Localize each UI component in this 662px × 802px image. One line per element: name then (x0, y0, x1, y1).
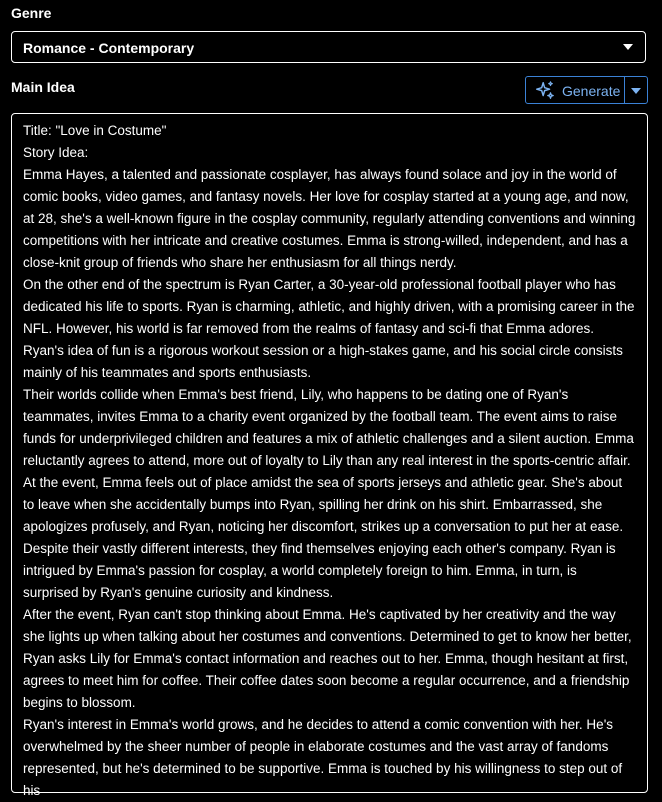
story-line: Their worlds collide when Emma's best friend, Lily, who happens to be dating one of Ryan's teammates, invites Emma to a charity event organized by the football team. The event aims to raise funds for underprivileged children and features a mix of athletic challenges and a silent auction. Emma reluctantly agrees to attend, more out of loyalty to Lily than any real interest in the sports-centric affair. (23, 387, 634, 468)
story-line: At the event, Emma feels out of place amidst the sea of sports jerseys and athletic gear. She's about to leave when she accidentally bumps into Ryan, spilling her drink on his shirt. Embarrassed, she apologizes profusely, and Ryan, noticing her discomfort, strikes up a conversation to put her at ease. Despite their vastly different interests, they find themselves enjoying each other's company. Ryan is intrigued by Emma's passion for cosplay, a world completely foreign to him. Emma, in turn, is surprised by Ryan's genuine curiosity and kindness. (23, 475, 624, 600)
main-idea-textarea[interactable] (11, 113, 648, 798)
story-line: On the other end of the spectrum is Ryan Carter, a 30-year-old professional football player who has dedicated his life to sports. Ryan is charming, athletic, and highly driven, with a promising career in the NFL. However, his world is far removed from the realms of fantasy and sci-fi that Emma adores. Ryan's idea of fun is a rigorous workout session or a high-stakes game, and his social circle consists mainly of his teammates and sports enthusiasts. (23, 277, 635, 380)
generate-button[interactable] (526, 77, 624, 103)
story-line: After the event, Ryan can't stop thinking about Emma. He's captivated by her creativity and the way she lights up when talking about her costumes and conventions. Determined to get to know her better, Ryan asks Lily for Emma's contact information and reaches out to her. Emma, though hesitant at first, agrees to meet him for coffee. Their coffee dates soon become a regular occurrence, and a friendship begins to blossom. (23, 607, 632, 710)
sparkles-icon (534, 80, 556, 102)
genre-selected-value: Romance - Contemporary (23, 40, 195, 56)
main-idea-label: Main Idea (11, 79, 75, 95)
generate-options-toggle[interactable] (625, 77, 647, 103)
genre-select[interactable] (11, 31, 646, 63)
chevron-down-icon (623, 44, 633, 50)
story-line: Emma Hayes, a talented and passionate cosplayer, has always found solace and joy in the world of comic books, video games, and fantasy novels. Her love for cosplay started at a young age, and now, at 28, she's a well-known figure in the cosplay community, regularly attending conventions and winning competitions with her intricate and creative costumes. Emma is strong-willed, independent, and has a close-knit group of friends who share her enthusiasm for all things nerdy. (23, 167, 636, 270)
story-line: Title: "Love in Costume" (23, 123, 167, 138)
genre-label: Genre (11, 5, 52, 21)
chevron-down-icon (631, 88, 641, 94)
story-line: Story Idea: (23, 145, 89, 160)
story-line: Ryan's interest in Emma's world grows, and he decides to attend a comic convention with her. He's overwhelmed by the sheer number of people in elaborate costumes and the vast array of fandoms represented, but he's determined to be supportive. Emma is touched by his willingness to step out of his (23, 717, 623, 798)
generate-button-group (525, 76, 648, 104)
generate-button-label: Generate (562, 83, 621, 99)
